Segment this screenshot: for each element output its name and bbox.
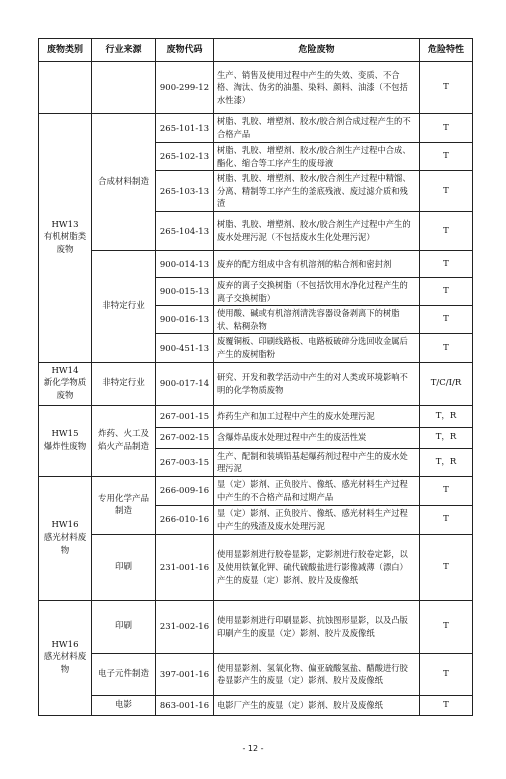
hazardous-waste-table: [38, 38, 473, 716]
waste-description: 生产、销售及使用过程中产生的失效、变质、不合格、淘汰、伪劣的油墨、染料、颜料、油漆（不包括水性漆）: [214, 62, 420, 114]
category-hw15: HW15 爆炸性废物: [39, 405, 92, 476]
hazard-property: T: [420, 600, 473, 653]
table-row: [39, 600, 473, 653]
waste-code: 231-001-16: [156, 534, 214, 600]
hazard-property: T: [420, 277, 473, 305]
industry-explosives: 炸药、火工及焰火产品制造: [92, 405, 156, 476]
waste-description: 显（定）影剂、正负胶片、像纸、感光材料生产过程中产生的残渣及废水处理污泥: [214, 505, 420, 534]
waste-code: 231-002-16: [156, 600, 214, 653]
waste-code: 900-299-12: [156, 62, 214, 114]
waste-description: 废弃的离子交换树脂（不包括饮用水净化过程产生的离子交换树脂）: [214, 277, 420, 305]
hazard-property: T: [420, 505, 473, 534]
hazard-property: T/C/I/R: [420, 362, 473, 405]
industry-special-chemicals: 专用化学产品制造: [92, 476, 156, 534]
category-hw14: HW14 新化学物质 废物: [39, 362, 92, 405]
hazard-property: T: [420, 334, 473, 362]
table-row: [39, 250, 473, 277]
waste-description: 电影厂产生的废显（定）影剂、胶片及废像纸: [214, 695, 420, 715]
table-header-row: [39, 39, 473, 62]
waste-description: 使用显影剂进行胶卷显影，定影剂进行胶卷定影，以及使用铁氰化钾、硫代硫酸盐进行影像减薄（漂白）产生的废显（定）影剂、胶片及废像纸: [214, 534, 420, 600]
waste-description: 含爆炸品废水处理过程中产生的废活性炭: [214, 427, 420, 448]
waste-description: 废覆铜板、印刷线路板、电路板破碎分选回收金属后产生的废树脂粉: [214, 334, 420, 362]
table-row: [39, 476, 473, 505]
waste-description: 显（定）影剂、正负胶片、像纸、感光材料生产过程中产生的不合格产品和过期产品: [214, 476, 420, 505]
hazard-property: T: [420, 211, 473, 250]
waste-code: 267-002-15: [156, 427, 214, 448]
waste-code: 265-104-13: [156, 211, 214, 250]
waste-description: 树脂、乳胶、增塑剂、胶水/胶合剂合成过程产生的不合格产品: [214, 114, 420, 143]
waste-code: 265-102-13: [156, 143, 214, 171]
waste-code: 265-103-13: [156, 171, 214, 212]
waste-description: 树脂、乳胶、增塑剂、胶水/胶合剂生产过程中产生的废水处理污泥（不包括废水生化处理污泥）: [214, 211, 420, 250]
waste-code: 265-101-13: [156, 114, 214, 143]
category-hw13: HW13 有机树脂类 废物: [39, 114, 92, 363]
hazard-property: T，R: [420, 405, 473, 427]
hazard-property: T: [420, 62, 473, 114]
waste-description: 树脂、乳胶、增塑剂、胶水/胶合剂生产过程中合成、酯化、缩合等工序产生的废母液: [214, 143, 420, 171]
waste-code: 267-001-15: [156, 405, 214, 427]
waste-code: 863-001-16: [156, 695, 214, 715]
industry-cell-empty: [92, 62, 156, 114]
hazard-property: T: [420, 143, 473, 171]
header-waste-category: 废物类别: [39, 39, 92, 62]
waste-code: 397-001-16: [156, 653, 214, 695]
waste-code: 900-014-13: [156, 250, 214, 277]
hazard-property: T: [420, 476, 473, 505]
waste-code: 900-015-13: [156, 277, 214, 305]
waste-description: 使用显影剂、氢氧化物、偏亚硫酸氢盐、醋酸进行胶卷显影产生的废显（定）影剂、胶片及废像纸: [214, 653, 420, 695]
waste-description: 研究、开发和教学活动中产生的对人类或环境影响不明的化学物质废物: [214, 362, 420, 405]
table-row: [39, 695, 473, 715]
table-row: [39, 62, 473, 114]
waste-description: 使用酸、碱或有机溶剂清洗容器设备剥离下的树脂状、粘稠杂物: [214, 306, 420, 334]
industry-film: 电影: [92, 695, 156, 715]
waste-description: 废弃的配方组成中含有机溶剂的粘合剂和密封剂: [214, 250, 420, 277]
header-hazard-property: 危险特性: [420, 39, 473, 62]
waste-description: 使用显影剂进行印刷显影、抗蚀图形显影，以及凸版印刷产生的废显（定）影剂、胶片及废像纸: [214, 600, 420, 653]
table-row: [39, 114, 473, 143]
industry-printing: 印刷: [92, 534, 156, 600]
table-row: [39, 405, 473, 427]
waste-code: 266-009-16: [156, 476, 214, 505]
industry-non-specific: 非特定行业: [92, 362, 156, 405]
hazard-property: T，R: [420, 427, 473, 448]
hazard-property: T: [420, 114, 473, 143]
waste-code: 900-016-13: [156, 306, 214, 334]
waste-description: 生产、配制和装填铅基起爆药剂过程中产生的废水处理污泥: [214, 448, 420, 476]
industry-synthetic-materials: 合成材料制造: [92, 114, 156, 251]
table-row: [39, 362, 473, 405]
waste-code: 267-003-15: [156, 448, 214, 476]
hazard-property: T: [420, 695, 473, 715]
hazard-property: T: [420, 306, 473, 334]
hazard-property: T: [420, 171, 473, 212]
category-cell-empty: [39, 62, 92, 114]
waste-description: 炸药生产和加工过程中产生的废水处理污泥: [214, 405, 420, 427]
waste-description: 树脂、乳胶、增塑剂、胶水/胶合剂生产过程中精馏、分离、精制等工序产生的釜底残液、废过滤介质和残渣: [214, 171, 420, 212]
table-row: [39, 534, 473, 600]
category-hw16: HW16 感光材料废物: [39, 600, 92, 715]
page-number: - 12 -: [242, 744, 264, 753]
waste-code: 900-451-13: [156, 334, 214, 362]
industry-electronic-components: 电子元件制造: [92, 653, 156, 695]
header-waste-code: 废物代码: [156, 39, 214, 62]
table-row: [39, 653, 473, 695]
header-industry-source: 行业来源: [92, 39, 156, 62]
hazard-property: T: [420, 250, 473, 277]
header-hazardous-waste: 危险废物: [214, 39, 420, 62]
waste-code: 266-010-16: [156, 505, 214, 534]
waste-code: 900-017-14: [156, 362, 214, 405]
category-hw16: HW16 感光材料废物: [39, 476, 92, 600]
hazard-property: T: [420, 653, 473, 695]
industry-printing: 印刷: [92, 600, 156, 653]
hazard-property: T: [420, 534, 473, 600]
hazard-property: T，R: [420, 448, 473, 476]
industry-non-specific: 非特定行业: [92, 250, 156, 362]
